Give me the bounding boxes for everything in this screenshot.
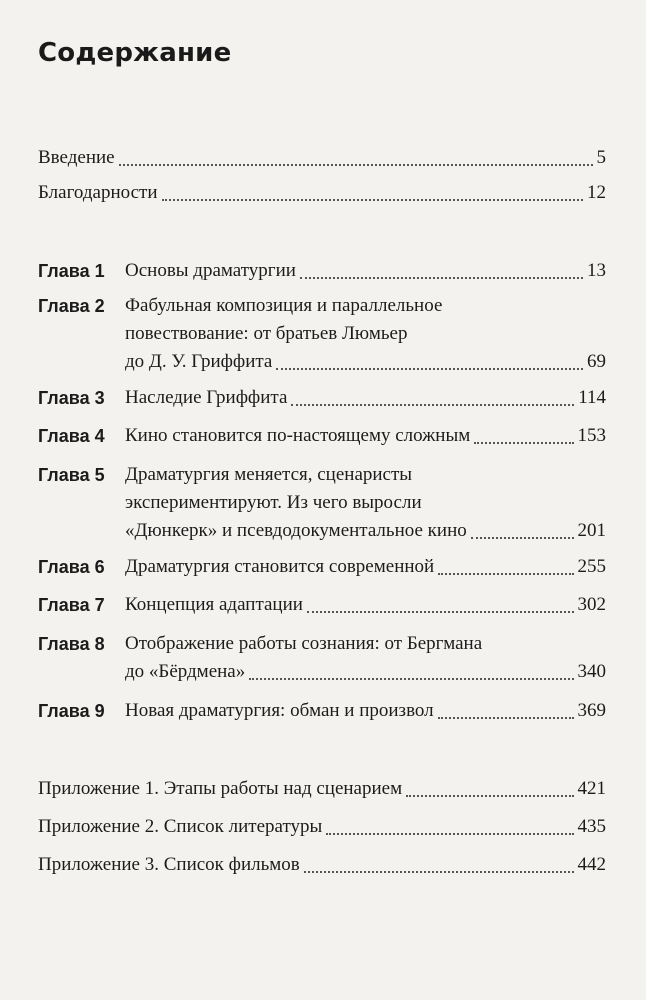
page-number: 153 (577, 425, 606, 446)
toc-entry-chapter-1[interactable] (0, 256, 606, 286)
chapter-title-line: Наследие Гриффита (125, 387, 288, 408)
chapter-number: Глава 4 (38, 426, 105, 446)
chapter-title-line: экспериментируют. Из чего выросли (125, 492, 422, 513)
toc-entry-chapter-5[interactable] (0, 460, 606, 550)
chapter-title-line: Кино становится по-настоящему сложным (125, 425, 471, 446)
page-number: 435 (577, 816, 606, 837)
toc-entry-chapter-7[interactable] (0, 590, 606, 620)
chapter-title-line: Драматургия становится современной (125, 556, 435, 577)
chapter-number: Глава 6 (38, 557, 105, 577)
page-number: 69 (587, 351, 606, 372)
toc-entry-chapter-6[interactable] (0, 552, 606, 582)
page-number: 255 (577, 556, 606, 577)
chapter-title-line: до «Бёрдмена» (125, 661, 246, 682)
leader-dots (304, 871, 574, 873)
entry-label: Приложение 1. Этапы работы над сценарием (38, 778, 403, 799)
page-number: 5 (596, 147, 606, 168)
toc-entry-chapter-9[interactable] (0, 696, 606, 726)
page-number: 340 (577, 661, 606, 682)
page-number: 114 (578, 387, 606, 408)
page-number: 201 (577, 520, 606, 541)
toc-entry-chapter-3[interactable] (0, 383, 606, 413)
page-number: 369 (577, 700, 606, 721)
leader-dots (291, 404, 574, 406)
chapter-title-line: до Д. У. Гриффита (125, 351, 273, 372)
page-number: 442 (577, 854, 606, 875)
leader-dots (162, 199, 584, 201)
chapter-title-line: Отображение работы сознания: от Бергмана (125, 633, 483, 654)
leader-dots (438, 717, 574, 719)
entry-label: Приложение 3. Список фильмов (38, 854, 300, 875)
toc-entry-chapter-2[interactable] (0, 291, 606, 381)
chapter-number: Глава 2 (38, 296, 105, 316)
leader-dots (249, 678, 573, 680)
chapter-title-line: Концепция адаптации (125, 594, 303, 615)
chapter-title-line: «Дюнкерк» и псевдодокументальное кино (125, 520, 467, 541)
chapter-title-line: Основы драматургии (125, 260, 296, 281)
page-number: 13 (587, 260, 606, 281)
page-number: 12 (587, 182, 606, 203)
entry-label: Благодарности (38, 182, 158, 203)
leader-dots (300, 277, 583, 279)
page-number: 421 (577, 778, 606, 799)
chapter-title-line: Фабульная композиция и параллельное (125, 295, 443, 316)
leader-dots (276, 368, 583, 370)
leader-dots (471, 537, 574, 539)
page-title: Содержание (38, 38, 232, 68)
toc-entry-chapter-4[interactable] (0, 421, 606, 451)
leader-dots (119, 164, 593, 166)
toc-entry-chapter-8[interactable] (0, 629, 606, 689)
chapter-number: Глава 9 (38, 701, 105, 721)
leader-dots (474, 442, 573, 444)
leader-dots (406, 795, 573, 797)
chapter-number: Глава 8 (38, 634, 105, 654)
entry-label: Введение (38, 147, 115, 168)
leader-dots (326, 833, 573, 835)
chapter-number: Глава 5 (38, 465, 105, 485)
page-number: 302 (577, 594, 606, 615)
chapter-number: Глава 1 (38, 261, 105, 281)
entry-label: Приложение 2. Список литературы (38, 816, 323, 837)
chapter-title-line: повествование: от братьев Люмьер (125, 323, 408, 344)
chapter-number: Глава 3 (38, 388, 105, 408)
leader-dots (438, 573, 573, 575)
chapter-number: Глава 7 (38, 595, 105, 615)
leader-dots (307, 611, 574, 613)
chapter-title-line: Новая драматургия: обман и произвол (125, 700, 434, 721)
chapter-title-line: Драматургия меняется, сценаристы (125, 464, 413, 485)
